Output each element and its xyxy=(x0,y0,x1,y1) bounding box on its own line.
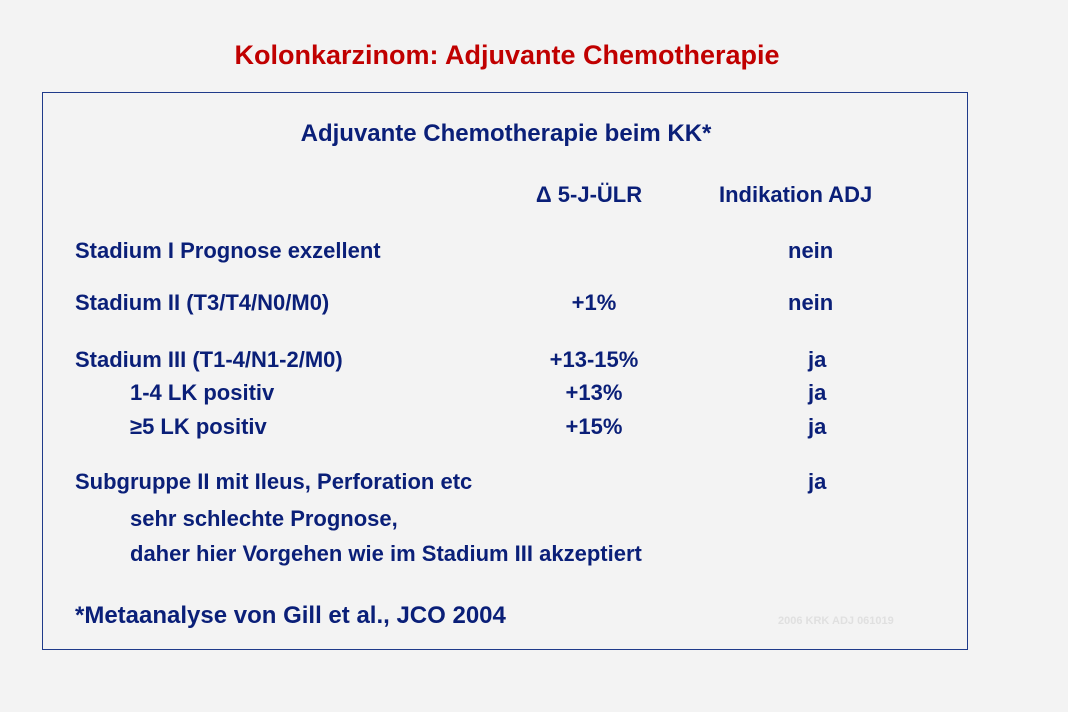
row-subgroup-indication: ja xyxy=(808,469,827,494)
row-stage2-label: Stadium II (T3/T4/N0/M0) xyxy=(75,290,330,315)
row-1-4lk-indication: ja xyxy=(808,380,827,405)
row-stage1-indication: nein xyxy=(788,238,834,263)
footnote: *Metaanalyse von Gill et al., JCO 2004 xyxy=(75,602,506,629)
slide-id-watermark: 2006 KRK ADJ 061019 xyxy=(778,615,894,627)
row-subgroup-label: Subgruppe II mit Ileus, Perforation etc xyxy=(75,469,473,494)
row-5lk-delta: +15% xyxy=(565,414,623,439)
note-line-2: daher hier Vorgehen wie im Stadium III akzeptiert xyxy=(130,541,642,566)
note-line-1: sehr schlechte Prognose, xyxy=(130,506,398,531)
row-stage3-label: Stadium III (T1-4/N1-2/M0) xyxy=(75,347,343,372)
row-stage1-label: Stadium I Prognose exzellent xyxy=(75,238,381,263)
row-stage3-delta: +13-15% xyxy=(549,347,639,372)
row-5lk-indication: ja xyxy=(808,414,827,439)
slide-title: Kolonkarzinom: Adjuvante Chemotherapie xyxy=(234,40,780,70)
row-stage2-indication: nein xyxy=(788,290,834,315)
row-1-4lk-label: 1-4 LK positiv xyxy=(130,380,275,405)
row-stage3-indication: ja xyxy=(808,347,827,372)
content-box xyxy=(42,92,968,650)
row-stage2-delta: +1% xyxy=(571,290,617,315)
header-indication: Indikation ADJ xyxy=(719,182,873,207)
row-1-4lk-delta: +13% xyxy=(565,380,623,405)
header-delta-5y-survival: Δ 5-J-ÜLR xyxy=(535,182,643,207)
row-5lk-label: ≥5 LK positiv xyxy=(130,414,267,439)
box-subtitle: Adjuvante Chemotherapie beim KK* xyxy=(300,120,712,147)
